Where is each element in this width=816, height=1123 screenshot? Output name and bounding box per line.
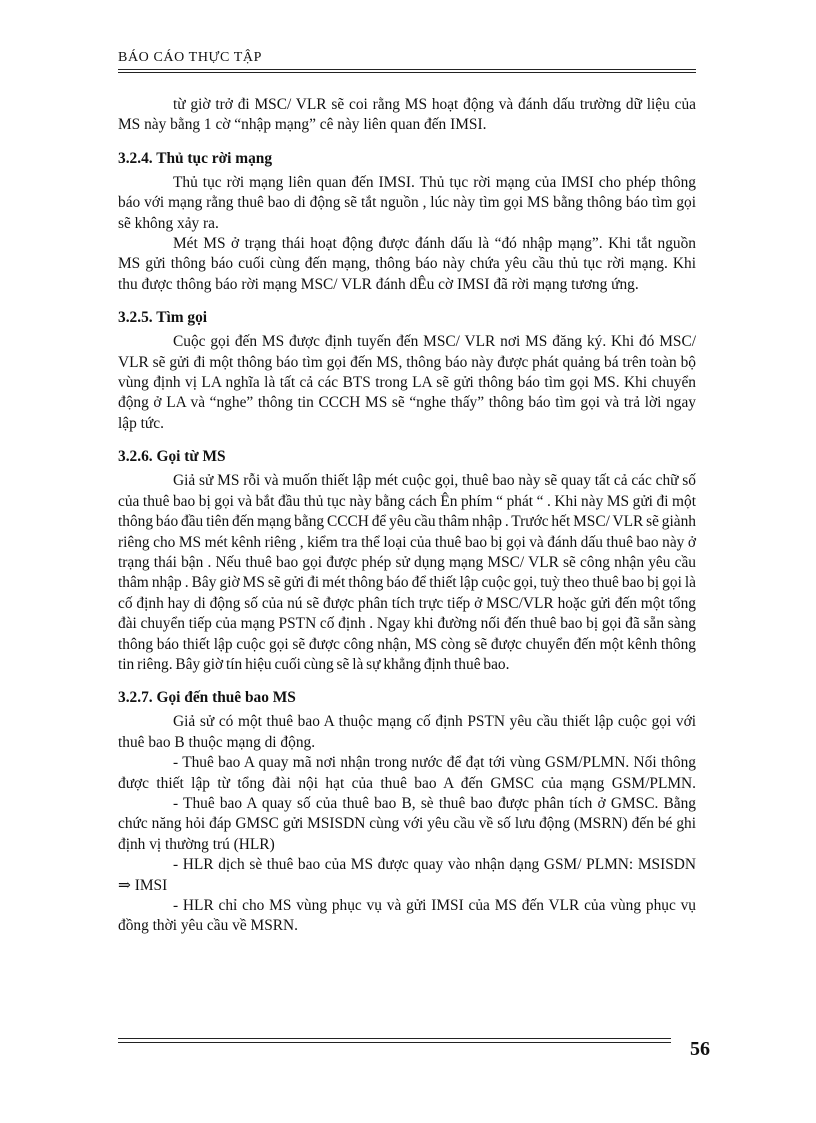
heading-3-2-5: 3.2.5. Tìm gọi (118, 309, 208, 327)
paragraph-continuation: từ giờ trở đi MSC/ VLR sẽ coi rằng MS hoạt động và đánh dấu trường dữ liệu của MS này bằng 1 cờ “nhập mạng” cê này liên quan đến IMSI. (118, 96, 696, 134)
header-rule-top (118, 69, 696, 70)
paragraph-step-hlr-vlr: - HLR chỉ cho MS vùng phục vụ và gửi IMSI của MS đến VLR của vùng phục vụ đồng thời yêu cầu về MSRN. (118, 897, 696, 935)
heading-3-2-7: 3.2.7. Gọi đến thuê bao MS (118, 689, 296, 707)
footer-rule-top (118, 1038, 671, 1039)
paragraph-step-hlr-translate: - HLR dịch sè thuê bao của MS được quay vào nhận dạng GSM/ PLMN: MSISDN ⇒ IMSI (118, 856, 696, 894)
header-rule-bottom (118, 72, 696, 73)
paragraph-detach-detail: Mét MS ở trạng thái hoạt động được đánh dấu là “đó nhập mạng”. Khi tắt nguồn MS gửi thông báo cuối cùng đến mạng, thông báo này chứa yêu cầu thủ tục rời mạng. Khi thu được thông báo rời mạng MSC/ VLR đánh dÊu cờ IMSI đã rời mạng tương ứng. (118, 235, 696, 293)
paragraph-paging: Cuộc gọi đến MS được định tuyến đến MSC/ VLR nơi MS đăng ký. Khi đó MSC/ VLR sẽ gửi đi một thông báo tìm gọi đến MS, thông báo này được phát quảng bá trên toàn bộ vùng định vị LA nghĩa là tất cả các BTS trong LA sẽ gửi thông báo tìm gọi MS. Khi chuyển động ở LA và “nghe” thông tin CCCH MS sẽ “nghe thấy” thông báo tìm gọi và trả lời ngay lập tức. (118, 333, 696, 432)
paragraph-step-dial-code: - Thuê bao A quay mã nơi nhận trong nước để đạt tới vùng GSM/PLMN. Nối thông được thiết lập từ tổng đài nội hạt của thuê bao A đến GMSC của mạng GSM/PLMN. (118, 754, 696, 792)
footer-rule-bottom (118, 1042, 671, 1043)
paragraph-call-to-ms-intro: Giả sử có một thuê bao A thuộc mạng cố định PSTN yêu cầu thiết lập cuộc gọi với thuê bao B thuộc mạng di động. (118, 713, 696, 751)
heading-3-2-6: 3.2.6. Gọi từ MS (118, 448, 226, 466)
heading-3-2-4: 3.2.4. Thủ tục rời mạng (118, 149, 273, 167)
paragraph-call-from-ms: Giả sử MS rỗi và muốn thiết lập mét cuộc gọi, thuê bao này sẽ quay tất cả các chữ số của thuê bao bị gọi và bắt đầu thủ tục này bằng cách Ên phím “ phát “ . Khi này MS gửi đi một thông báo đầu tiên đến mạng bằng CCCH để yêu cầu thâm nhập . Trước hết MSC/ VLR sẽ giành riêng cho MS mét kênh riêng , kiểm tra thể loại của thuê bao bị gọi và đánh dấu thuê bao này ở trạng thái bận . Nếu thuê bao gọi được phép sử dụng mạng MSC/ VLR sẽ công nhận yêu cầu thâm nhập . Bây giờ MS sẽ gửi đi mét thông báo để thiết lập cuộc gọi, tuỳ theo thuê bao bị gọi là cố định hay di động số của nú sẽ được phân tích trực tiếp ở MSC/VLR hoặc gửi đến một tổng đài chuyển tiếp của mạng PSTN cố định . Ngay khi đường nối đến thuê bao bị gọi đã sẵn sàng thông báo thiết lập cuộc gọi sẽ được công nhận, MS còng sẽ được chuyển đến một kênh thông tin riêng. Bây giờ tín hiệu cuối cùng sẽ là sự khẳng định thuê bao. (118, 472, 696, 673)
paragraph-step-dial-number: - Thuê bao A quay số của thuê bao B, sè thuê bao được phân tích ở GMSC. Bằng chức năng hỏi đáp GMSC gửi MSISDN cùng với yêu cầu về số lưu động (MSRN) đến bé ghi định vị thường trú (HLR) (118, 794, 696, 853)
page-number: 56 (690, 1038, 710, 1060)
paragraph-detach-procedure: Thủ tục rời mạng liên quan đến IMSI. Thủ tục rời mạng của IMSI cho phép thông báo với mạng rằng thuê bao di động sẽ tắt nguồn , lúc này tìm gọi MS bằng thông báo tìm gọi sẽ không xảy ra. (118, 173, 696, 232)
page-header-title: BÁO CÁO THỰC TẬP (118, 50, 263, 65)
document-body (118, 95, 696, 937)
